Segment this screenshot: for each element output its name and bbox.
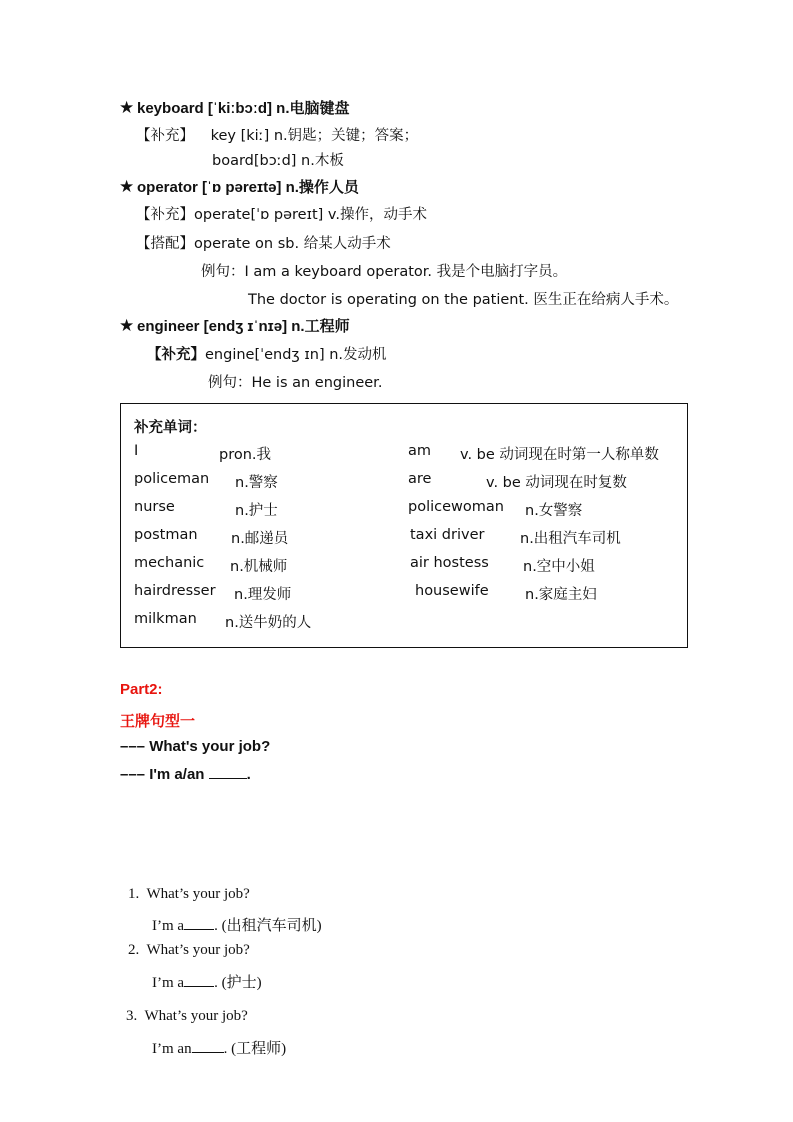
exercise-question: 1. What’s your job? [128,886,250,902]
list-item-meaning: v. be 动词现在时复数 [486,475,627,491]
list-item-meaning: n.邮递员 [231,531,289,547]
star-icon: ★ [119,98,135,117]
list-item: nurse [134,499,175,515]
answer-blank [184,986,214,987]
supplement-title: 补充单词： [134,420,207,436]
exercise-answer: I’m an . (工程师) [152,1041,287,1057]
vocab-line: 【补充】engine[ˈendʒ ɪn] n.发动机 [147,347,387,363]
exercise-answer: I’m a . (护士) [152,975,262,991]
vocab-line: 【补充】operate[ˈɒ pəreɪt] v.操作，动手术 [136,207,427,223]
answer-blank [209,778,247,779]
vocab-example: 例句：He is an engineer. [208,375,383,391]
exercise-question: 2. What’s your job? [128,942,250,958]
list-item-meaning: pron.我 [219,447,272,463]
list-item-meaning: n.理发师 [234,587,292,603]
vocab-headword-keyboard: ★ keyboard [ˈkiːbɔːd] n.电脑键盘 [119,98,350,117]
part2-label: Part2: [120,681,163,698]
supplement-box [120,403,688,648]
star-icon: ★ [119,177,135,196]
vocab-headword-engineer: ★ engineer [endʒ ɪˈnɪə] n.工程师 [119,316,350,335]
list-item-meaning: n.送牛奶的人 [225,615,312,631]
list-item: hairdresser [134,583,216,599]
list-item-meaning: n.女警察 [525,503,583,519]
list-item: mechanic [134,555,205,571]
list-item: housewife [415,583,489,599]
answer-blank [192,1052,224,1053]
vocab-example: 例句：I am a keyboard operator. 我是个电脑打字员。 [201,264,568,280]
vocab-line: 【补充】 key [kiː] n.钥匙；关键；答案； [136,128,419,144]
answer-blank [184,929,214,930]
sentence-pattern-question: ––– What's your job? [120,738,271,755]
list-item-meaning: n.家庭主妇 [525,587,597,603]
list-item: milkman [134,611,197,627]
list-item: air hostess [410,555,489,571]
list-item-meaning: n.机械师 [230,559,288,575]
vocab-headword-operator: ★ operator [ˈɒ pəreɪtə] n.操作人员 [119,177,359,196]
list-item: postman [134,527,198,543]
list-item: are [408,471,432,487]
list-item-meaning: n.护士 [235,503,278,519]
vocab-line: board[bɔːd] n.木板 [212,153,344,169]
list-item-meaning: n.出租汽车司机 [520,531,621,547]
star-icon: ★ [119,316,135,335]
list-item-meaning: n.警察 [235,475,278,491]
exercise-question: 3. What’s your job? [126,1008,248,1024]
list-item: I [134,443,139,459]
list-item-meaning: v. be 动词现在时第一人称单数 [460,447,659,463]
exercise-answer: I’m a . (出租汽车司机) [152,918,322,934]
list-item: am [408,443,432,459]
sentence-pattern-answer: ––– I'm a/an . [120,766,251,783]
list-item: policeman [134,471,210,487]
part2-heading: 王牌句型一 [120,712,196,730]
vocab-example: The doctor is operating on the patient. 医生正在给病人手术。 [248,292,679,308]
list-item-meaning: n.空中小姐 [523,559,595,575]
list-item: taxi driver [410,527,485,543]
vocab-line: 【搭配】operate on sb. 给某人动手术 [136,236,391,252]
list-item: policewoman [408,499,504,515]
